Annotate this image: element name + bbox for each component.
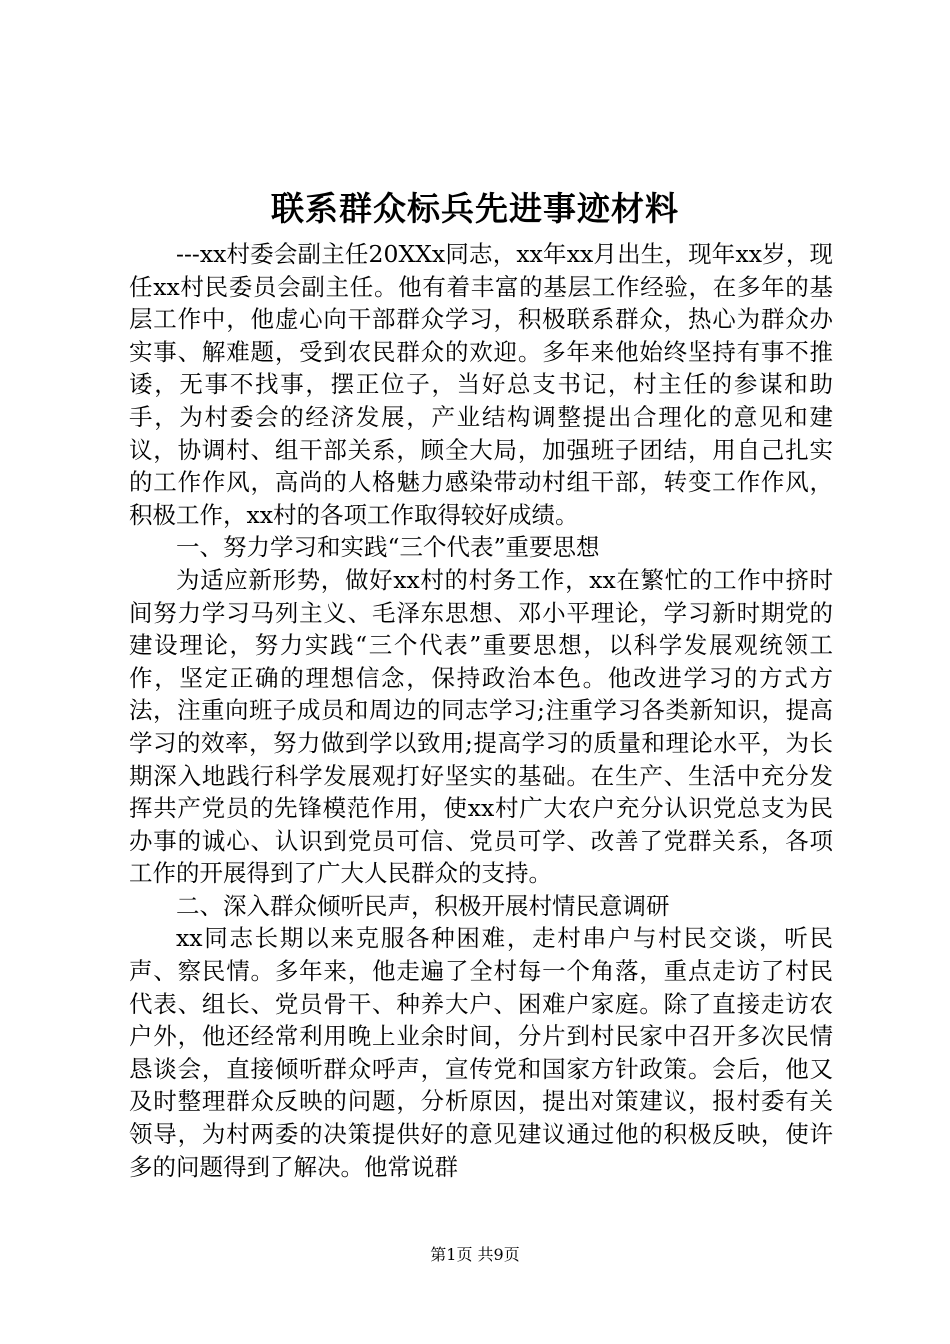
page-number-footer: 第1页 共9页	[430, 1245, 520, 1264]
section-heading-1: 一、努力学习和实践“三个代表”重要思想	[176, 533, 600, 562]
section-heading-2: 二、深入群众倾听民声，积极开展村情民意调研	[176, 891, 670, 920]
paragraph-section-1: 为适应新形势，做好xx村的村务工作，xx在繁忙的工作中挤时间努力学习马列主义、毛泽东思想、邓小平理论，学习新时期党的建设理论，努力实践“三个代表”重要思想，以科学发展观统领工作，坚定正确的理想信念，保持政治本色。他改进学习的方式方法，注重向班子成员和周边的同志学习;注重学习各类新知识，提高学习的效率，努力做到学以致用;提高学习的质量和理论水平，为长期深入地践行科学发展观打好坚实的基础。在生产、生活中充分发挥共产党员的先锋模范作用，使xx村广大农户充分认识党总支为民办事的诚心、认识到党员可信、党员可学、改善了党群关系，各项工作的开展得到了广大人民群众的支持。	[129, 565, 833, 888]
paragraph-intro: ---xx村委会副主任20XXx同志，xx年xx月出生，现年xx岁，现任xx村民委员会副主任。他有着丰富的基层工作经验，在多年的基层工作中，他虚心向干部群众学习，积极联系群众，热心为群众办实事、解难题，受到农民群众的欢迎。多年来他始终坚持有事不推诿，无事不找事，摆正位子，当好总支书记，村主任的参谋和助手，为村委会的经济发展，产业结构调整提出合理化的意见和建议，协调村、组干部关系，顾全大局，加强班子团结，用自己扎实的工作作风，高尚的人格魅力感染带动村组干部，转变工作作风，积极工作，xx村的各项工作取得较好成绩。	[129, 240, 833, 529]
document-body	[129, 238, 833, 1183]
paragraph-section-2: xx同志长期以来克服各种困难，走村串户与村民交谈，听民声、察民情。多年来，他走遍了全村每一个角落，重点走访了村民代表、组长、党员骨干、种养大户、困难户家庭。除了直接走访农户外，他还经常利用晚上业余时间，分片到村民家中召开多次民情恳谈会，直接倾听群众呼声，宣传党和国家方针政策。会后，他又及时整理群众反映的问题，分析原因，提出对策建议，报村委有关领导，为村两委的决策提供好的意见建议通过他的积极反映，使许多的问题得到了解决。他常说群	[129, 924, 833, 1181]
document-title: 联系群众标兵先进事迹材料	[271, 189, 679, 228]
